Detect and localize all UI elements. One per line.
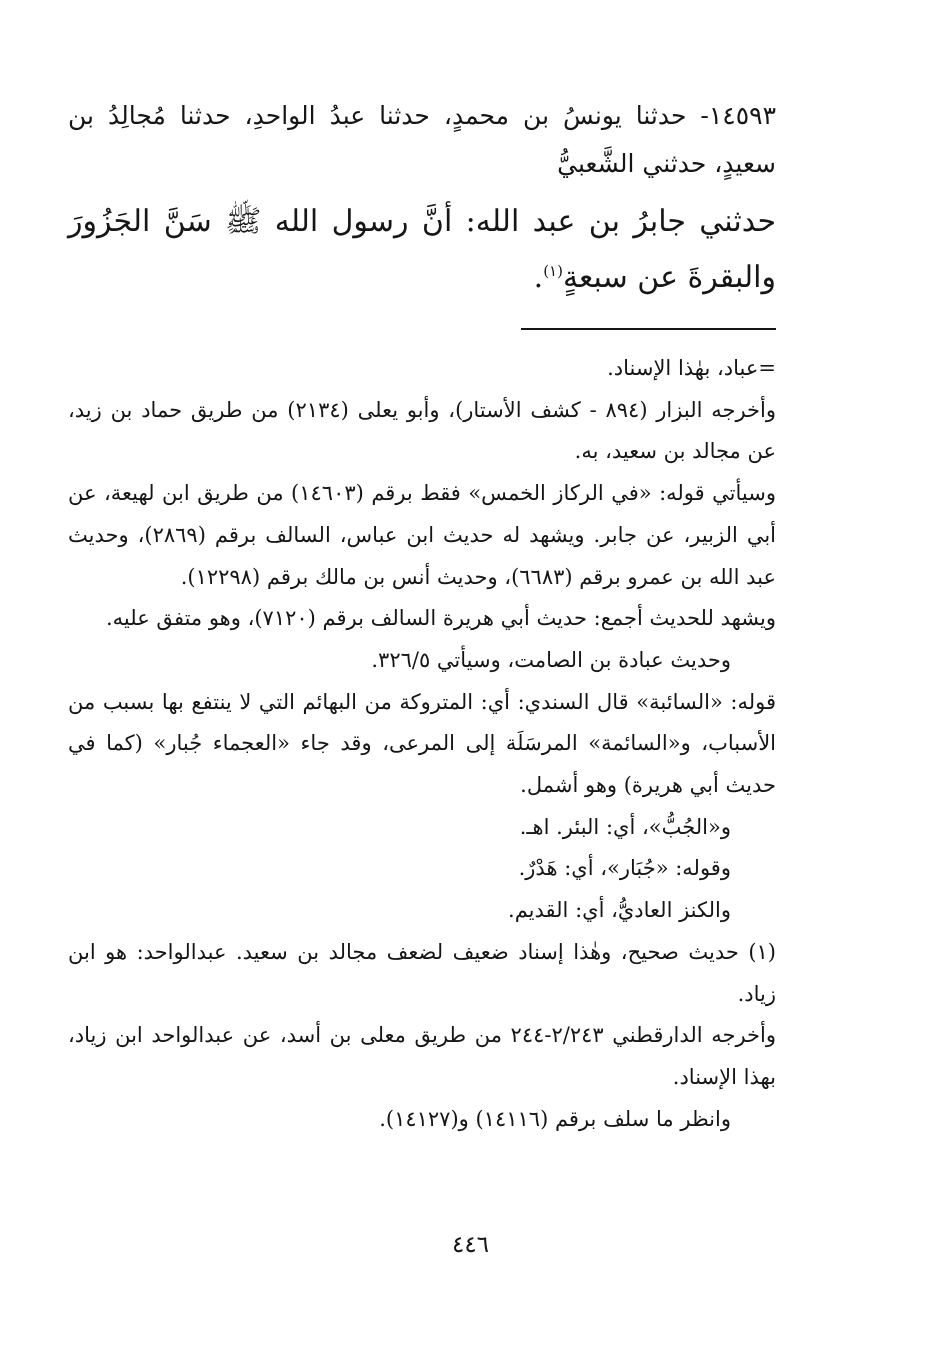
footnotes-section	[68, 348, 776, 1140]
footnote-paragraph: و«الجُبُّ»، أي: البئر. اهـ.	[519, 814, 731, 839]
page-number: ٤٤٦	[451, 1232, 490, 1258]
footnote-paragraph: وانظر ما سلف برقم (١٤١١٦) و(١٤١٢٧).	[379, 1106, 731, 1131]
page-content	[68, 92, 776, 1140]
footnote-paragraph: قوله: «السائبة» قال السندي: أي: المتروكة من البهائم التي لا ينتفع بها بسبب من الأسباب، و«السائمة» المرسَلَة إلى المرعى، وقد جاء «العجماء جُبار» (كما في حديث أبي هريرة) وهو أشمل.	[68, 689, 776, 798]
hadith-text: حدثني جابرُ بن عبد الله: أنَّ رسول الله ﷺ سَنَّ الجَزُورَ والبقرةَ عن سبعةٍ	[68, 204, 776, 295]
hadith-section	[68, 92, 776, 306]
footnote-paragraph: ويشهد للحديث أجمع: حديث أبي هريرة السالف برقم (٧١٢٠)، وهو متفق عليه.	[106, 606, 776, 631]
hadith-matn	[68, 194, 776, 306]
footnote-paragraph: والكنز العاديُّ، أي: القديم.	[508, 898, 731, 923]
footnote-paragraph: وسيأتي قوله: «في الركاز الخمس» فقط برقم (١٤٦٠٣) من طريق ابن لهيعة، عن أبي الزبير، عن جابر. ويشهد له حديث ابن عباس، السالف برقم (٢٨٦٩)، وحديث عبد الله بن عمرو برقم (٦٦٨٣)، وحديث أنس بن مالك برقم (١٢٢٩٨).	[68, 481, 776, 589]
footnote-reference[interactable]: (١)	[543, 262, 563, 280]
footnote-paragraph: وحديث عبادة بن الصامت، وسيأتي ٣٢٦/٥.	[371, 647, 731, 672]
hadith-end-mark: .	[533, 260, 544, 295]
footnote-paragraph: وأخرجه الدارقطني ٢/٢٤٣-٢٤٤ من طريق معلى بن أسد، عن عبدالواحد ابن زياد، بهذا الإسناد.	[68, 1023, 776, 1089]
hadith-isnad: ١٤٥٩٣- حدثنا يونسُ بن محمدٍ، حدثنا عبدُ الواحدِ، حدثنا مُجالِدُ بن سعيدٍ، حدثني الشَّعبيُّ	[68, 101, 776, 178]
footnote-paragraph: =عباد، بهٰذا الإسناد.	[607, 356, 776, 380]
footnote-separator	[521, 328, 776, 330]
footnote-paragraph: وأخرجه البزار (٨٩٤ - كشف الأستار)، وأبو يعلى (٢١٣٤) من طريق حماد بن زيد، عن مجالد بن سعيد، به.	[68, 397, 776, 464]
footnote-paragraph: وقوله: «جُبَار»، أي: هَدْرٌ.	[518, 856, 731, 881]
footnote-paragraph: (١) حديث صحيح، وهٰذا إسناد ضعيف لضعف مجالد بن سعيد. عبدالواحد: هو ابن زياد.	[68, 939, 776, 1006]
